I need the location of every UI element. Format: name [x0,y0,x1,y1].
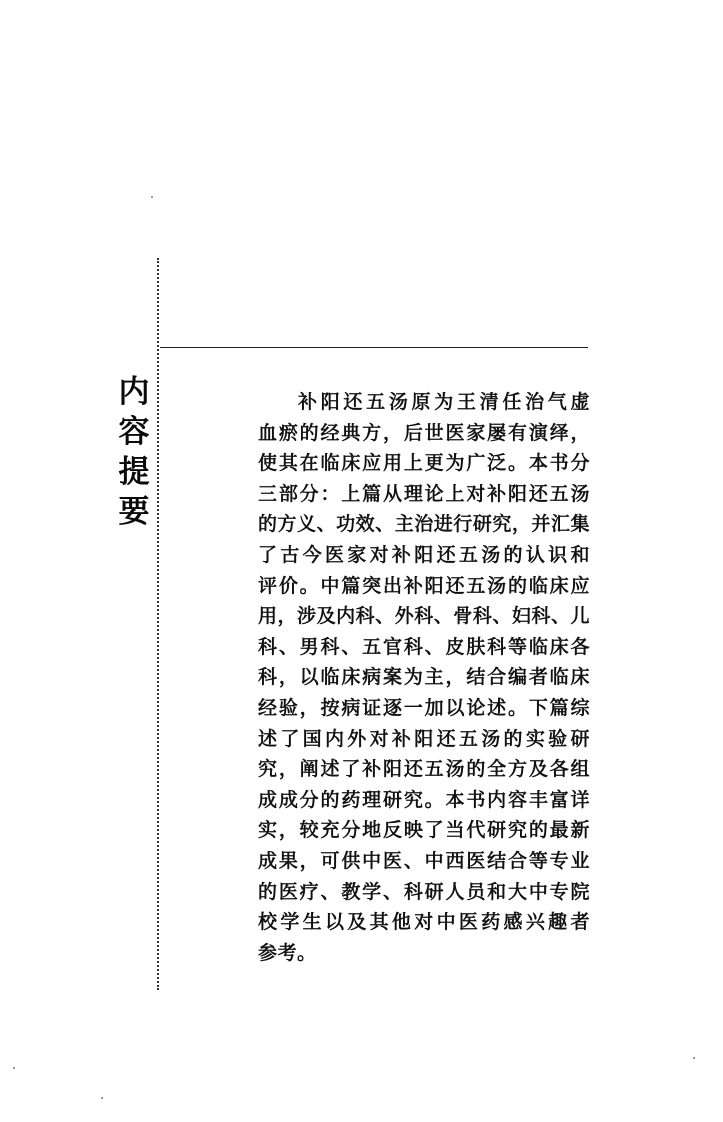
summary-paragraph [258,387,590,968]
summary-line: 科、男科、五官科、皮肤科等临床各 [258,635,590,658]
summary-line: 参考。 [258,941,317,964]
summary-line: 的医疗、教学、科研人员和大中专院 [258,880,590,903]
section-title-char: 要 [118,494,150,530]
summary-line: 实，较充分地反映了当代研究的最新 [258,819,590,842]
summary-line: 述了国内外对补阳还五汤的实验研 [258,727,590,750]
summary-line: 科，以临床病案为主，结合编者临床 [258,666,590,689]
scan-speck [151,196,153,198]
section-title-char: 提 [118,454,150,490]
scan-speck [693,1057,695,1059]
summary-line: 校学生以及其他对中医药感兴趣者 [258,911,590,934]
summary-line: 使其在临床应用上更为广泛。本书分 [258,452,590,475]
summary-line: 成成分的药理研究。本书内容丰富详 [258,788,590,811]
section-title [114,372,154,532]
summary-line: 经验，按病证逐一加以论述。下篇综 [258,696,590,719]
section-title-char: 容 [118,414,150,450]
scan-speck [101,1097,103,1099]
summary-line: 补阳还五汤原为王清任治气虚 [298,391,590,413]
summary-line: 评价。中篇突出补阳还五汤的临床应 [258,574,590,597]
scan-speck [13,1067,15,1069]
dotted-vertical-rule [157,258,159,990]
summary-line: 的方义、功效、主治进行研究，并汇集 [258,513,590,536]
summary-line: 血瘀的经典方，后世医家屡有演绎， [258,421,590,444]
summary-line: 成果，可供中医、中西医结合等专业 [258,849,590,872]
summary-line: 究，阐述了补阳还五汤的全方及各组 [258,758,590,781]
section-title-char: 内 [118,374,150,410]
summary-line: 三部分：上篇从理论上对补阳还五汤 [258,482,590,505]
horizontal-rule [160,347,588,348]
summary-line: 了古今医家对补阳还五汤的认识和 [258,543,590,566]
summary-line: 用，涉及内科、外科、骨科、妇科、儿 [258,605,590,628]
